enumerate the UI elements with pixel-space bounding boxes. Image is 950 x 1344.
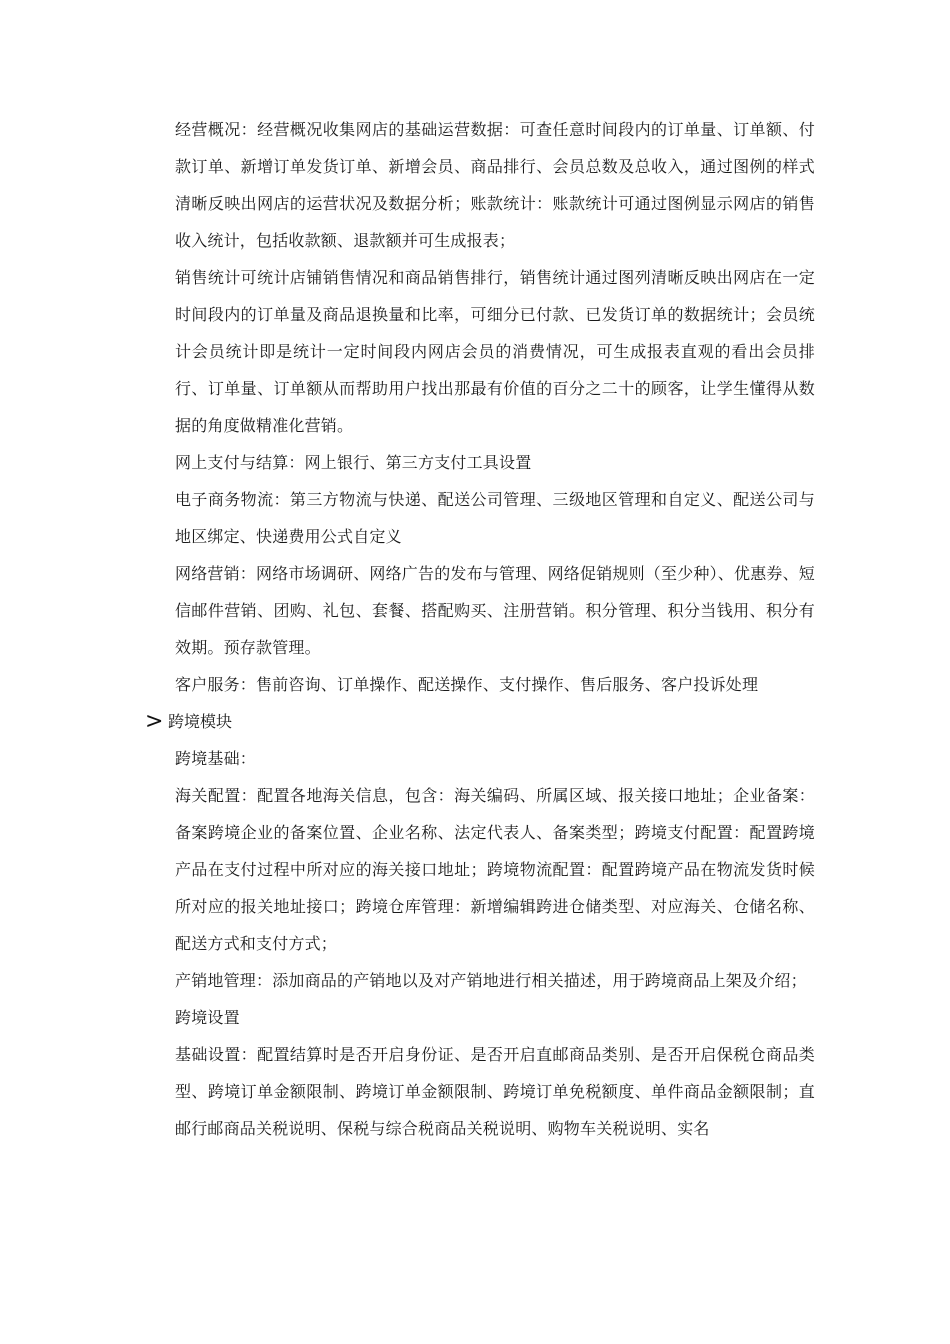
- paragraph-cross-border-settings: 跨境设置: [175, 1008, 240, 1027]
- paragraph-origin-management: 产销地管理：添加商品的产销地以及对产销地进行相关描述，用于跨境商品上架及介绍；: [175, 971, 807, 990]
- paragraph-business-overview: 经营概况：经营概况收集网店的基础运营数据：可查任意时间段内的订单量、订单额、付款订单、新增订单发货订单、新增会员、商品排行、会员总数及总收入，通过图例的样式清晰反映出网店的运营状况及数据分析；账款统计：账款统计可通过图例显示网店的销售收入统计，包括收款额、退款额并可生成报表；: [175, 120, 815, 250]
- bullet-arrow-icon: >: [145, 709, 164, 734]
- paragraph-online-marketing: 网络营销：网络市场调研、网络广告的发布与管理、网络促销规则（至少种）、优惠券、短信邮件营销、团购、礼包、套餐、搭配购买、注册营销。积分管理、积分当钱用、积分有效期。预存款管理。: [175, 564, 816, 657]
- paragraph-customer-service: 客户服务：售前咨询、订单操作、配送操作、支付操作、售后服务、客户投诉处理: [175, 675, 759, 694]
- paragraph-customs-config: 海关配置：配置各地海关信息，包含：海关编码、所属区域、报关接口地址；企业备案：备案跨境企业的备案位置、企业名称、法定代表人、备案类型；跨境支付配置：配置跨境产品在支付过程中所对应的海关接口地址；跨境物流配置：配置跨境产品在物流发货时候所对应的报关地址接口；跨境仓库管理：新增编辑跨进仓储类型、对应海关、仓储名称、配送方式和支付方式；: [175, 786, 815, 953]
- section-heading-cross-border: [145, 703, 815, 740]
- paragraph-sales-statistics: 销售统计可统计店铺销售情况和商品销售排行，销售统计通过图列清晰反映出网店在一定时间段内的订单量及商品退换量和比率，可细分已付款、已发货订单的数据统计；会员统计会员统计即是统计一定时间段内网店会员的消费情况，可生成报表直观的看出会员排行、订单量、订单额从而帮助用户找出那最有价值的百分之二十的顾客，让学生懂得从数据的角度做精准化营销。: [175, 268, 815, 435]
- document-body: [145, 111, 816, 1147]
- paragraph-basic-settings: 基础设置：配置结算时是否开启身份证、是否开启直邮商品类别、是否开启保税仓商品类型、跨境订单金额限制、跨境订单金额限制、跨境订单免税额度、单件商品金额限制；直邮行邮商品关税说明、保税与综合税商品关税说明、购物车关税说明、实名: [175, 1045, 815, 1138]
- paragraph-ecommerce-logistics: 电子商务物流：第三方物流与快递、配送公司管理、三级地区管理和自定义、配送公司与地区绑定、快递费用公式自定义: [175, 490, 815, 546]
- paragraph-cross-border-basics: 跨境基础：: [175, 749, 257, 768]
- section-heading-title: 跨境模块: [168, 712, 233, 731]
- paragraph-online-payment: 网上支付与结算：网上银行、第三方支付工具设置: [175, 453, 532, 472]
